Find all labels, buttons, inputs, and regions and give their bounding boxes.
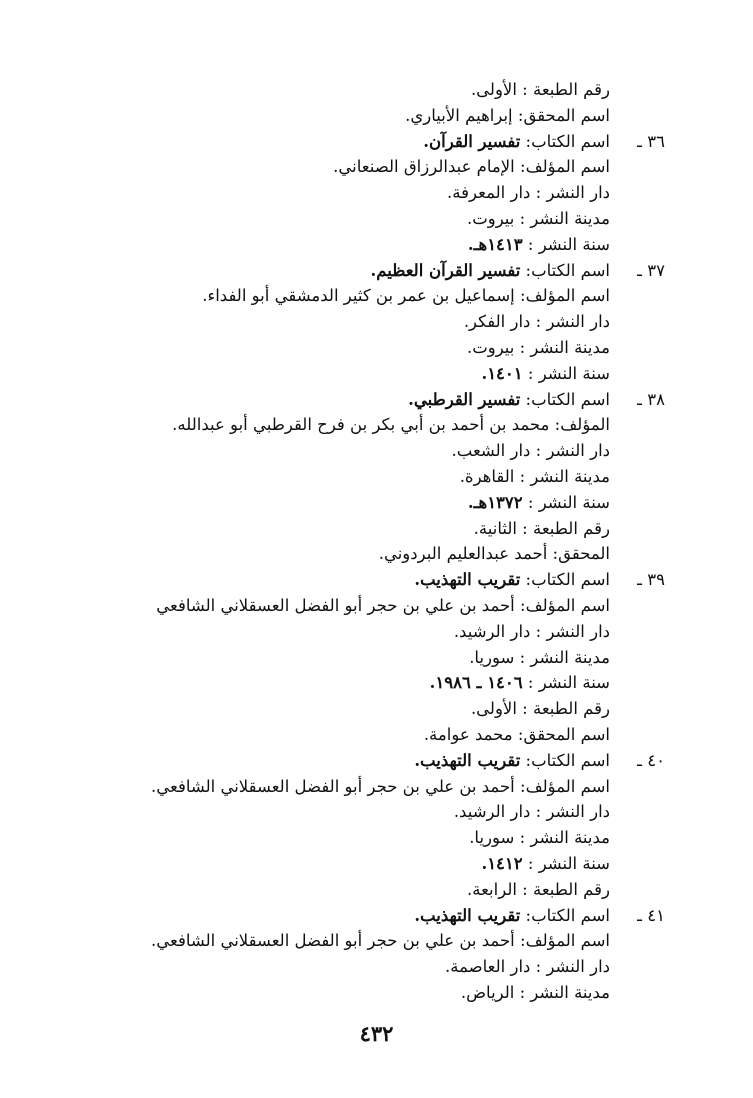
bibliography-line <box>481 852 610 876</box>
bibliography-line <box>405 104 610 128</box>
bibliography-line <box>408 388 610 412</box>
bibliography-line <box>461 981 610 1005</box>
bibliography-line <box>469 646 610 670</box>
field-value: سوريا. <box>469 828 515 847</box>
page-number: ٤٣٢ <box>359 1021 394 1046</box>
bibliography-line <box>202 284 610 308</box>
field-label: دار النشر : <box>530 183 610 202</box>
field-value: تقريب التهذيب. <box>414 570 521 589</box>
field-label: اسم المؤلف: <box>514 777 610 796</box>
field-value: دار الرشيد. <box>453 802 531 821</box>
field-value: تقريب التهذيب. <box>414 751 521 770</box>
field-label: رقم الطبعة : <box>516 519 610 538</box>
field-label: دار النشر : <box>530 441 610 460</box>
bibliography-line <box>471 697 610 721</box>
field-label: اسم الكتاب: <box>520 261 610 280</box>
field-label: مدينة النشر : <box>514 209 610 228</box>
field-label: اسم المؤلف: <box>514 286 610 305</box>
field-value: إسماعيل بن عمر بن كثير الدمشقي أبو الفداء. <box>202 286 515 305</box>
bibliography-line <box>445 955 610 979</box>
bibliography-line <box>464 310 610 334</box>
field-value: تفسير القرآن العظيم. <box>370 261 521 280</box>
bibliography-line <box>471 78 610 102</box>
bibliography-line <box>467 207 610 231</box>
field-label: اسم المحقق: <box>512 725 610 744</box>
field-value: أحمد عبدالعليم البردوني. <box>378 544 548 563</box>
field-value: محمد عوامة. <box>423 725 513 744</box>
bibliography-line <box>151 929 610 953</box>
bibliography-line <box>454 620 610 644</box>
field-label: مدينة النشر : <box>514 338 610 357</box>
bibliography-line <box>469 826 610 850</box>
field-label: سنة النشر : <box>522 235 610 254</box>
bibliography-line <box>423 130 610 154</box>
bibliography-line <box>414 568 610 592</box>
field-value: أحمد بن علي بن حجر أبو الفضل العسقلاني الشافعي. <box>151 777 515 796</box>
entry-number: ٣٧ ـ <box>637 261 665 280</box>
entry-number: ٤٠ ـ <box>637 751 665 770</box>
bibliography-line <box>333 155 610 179</box>
field-value: بيروت. <box>466 338 515 357</box>
field-label: دار النشر : <box>530 957 610 976</box>
bibliography-line <box>454 800 610 824</box>
field-value: ١٤١٣هـ. <box>467 235 523 254</box>
entry-number: ٤١ ـ <box>637 906 665 925</box>
bibliography-line <box>151 775 610 799</box>
field-label: مدينة النشر : <box>514 983 610 1002</box>
field-value: القاهرة. <box>459 467 515 486</box>
field-value: محمد بن أحمد بن أبي بكر بن فرح القرطبي أبو عبدالله. <box>172 415 550 434</box>
bibliography-line <box>414 904 610 928</box>
field-value: دار الفكر. <box>463 312 531 331</box>
field-value: دار المعرفة. <box>447 183 531 202</box>
field-label: دار النشر : <box>530 802 610 821</box>
bibliography-line <box>468 491 610 515</box>
field-value: تفسير القرآن. <box>423 132 521 151</box>
bibliography-line <box>370 259 610 283</box>
bibliography-line <box>460 465 610 489</box>
bibliography-line <box>474 517 610 541</box>
field-value: الثانية. <box>473 519 517 538</box>
field-value: دار العاصمة. <box>445 957 531 976</box>
bibliography-line <box>430 671 610 695</box>
field-label: رقم الطبعة : <box>516 880 610 899</box>
bibliography-line <box>414 749 610 773</box>
bibliography-line <box>481 362 610 386</box>
field-label: رقم الطبعة : <box>516 80 610 99</box>
entry-number: ٣٦ ـ <box>637 132 665 151</box>
field-value: ١٤٠٦ ـ ١٩٨٦. <box>429 673 523 692</box>
field-label: مدينة النشر : <box>514 467 610 486</box>
field-label: دار النشر : <box>530 622 610 641</box>
bibliography-line <box>467 336 610 360</box>
field-label: دار النشر : <box>530 312 610 331</box>
field-value: دار الرشيد. <box>453 622 531 641</box>
field-value: تفسير القرطبي. <box>408 390 521 409</box>
bibliography-line <box>447 181 610 205</box>
field-value: سوريا. <box>469 648 515 667</box>
field-label: سنة النشر : <box>522 673 610 692</box>
field-value: ١٤١٢. <box>481 854 523 873</box>
field-label: سنة النشر : <box>522 854 610 873</box>
field-label: رقم الطبعة : <box>516 699 610 718</box>
field-label: مدينة النشر : <box>514 648 610 667</box>
field-value: ١٣٧٢هـ. <box>467 493 523 512</box>
field-value: تقريب التهذيب. <box>414 906 521 925</box>
field-label: اسم الكتاب: <box>520 906 610 925</box>
field-label: سنة النشر : <box>522 364 610 383</box>
bibliography-line <box>156 594 610 618</box>
field-label: اسم الكتاب: <box>520 570 610 589</box>
field-label: مدينة النشر : <box>514 828 610 847</box>
field-value: دار الشعب. <box>451 441 531 460</box>
field-label: اسم المؤلف: <box>514 157 610 176</box>
field-label: اسم المحقق: <box>512 106 610 125</box>
bibliography-line <box>467 878 610 902</box>
entry-number: ٣٨ ـ <box>637 390 665 409</box>
field-value: الرياض. <box>460 983 515 1002</box>
bibliography-line <box>452 439 611 463</box>
field-value: أحمد بن علي بن حجر أبو الفضل العسقلاني الشافعي. <box>151 931 515 950</box>
field-label: اسم الكتاب: <box>520 390 610 409</box>
field-value: الرابعة. <box>466 880 517 899</box>
field-value: ١٤٠١. <box>481 364 523 383</box>
entry-number: ٣٩ ـ <box>637 570 665 589</box>
field-value: الأولى. <box>470 699 517 718</box>
field-label: اسم الكتاب: <box>520 132 610 151</box>
field-value: بيروت. <box>466 209 515 228</box>
field-label: اسم الكتاب: <box>520 751 610 770</box>
bibliography-line <box>468 233 610 257</box>
field-label: المحقق: <box>547 544 610 563</box>
bibliography-line <box>424 723 610 747</box>
bibliography-line <box>172 413 610 437</box>
field-label: اسم المؤلف: <box>514 931 610 950</box>
field-value: الأولى. <box>470 80 517 99</box>
field-label: المؤلف: <box>549 415 610 434</box>
field-value: أحمد بن علي بن حجر أبو الفضل العسقلاني الشافعي <box>156 596 515 615</box>
bibliography-line <box>379 542 610 566</box>
field-value: إبراهيم الأبياري. <box>405 106 513 125</box>
field-label: اسم المؤلف: <box>514 596 610 615</box>
field-label: سنة النشر : <box>522 493 610 512</box>
field-value: الإمام عبدالرزاق الصنعاني. <box>333 157 515 176</box>
